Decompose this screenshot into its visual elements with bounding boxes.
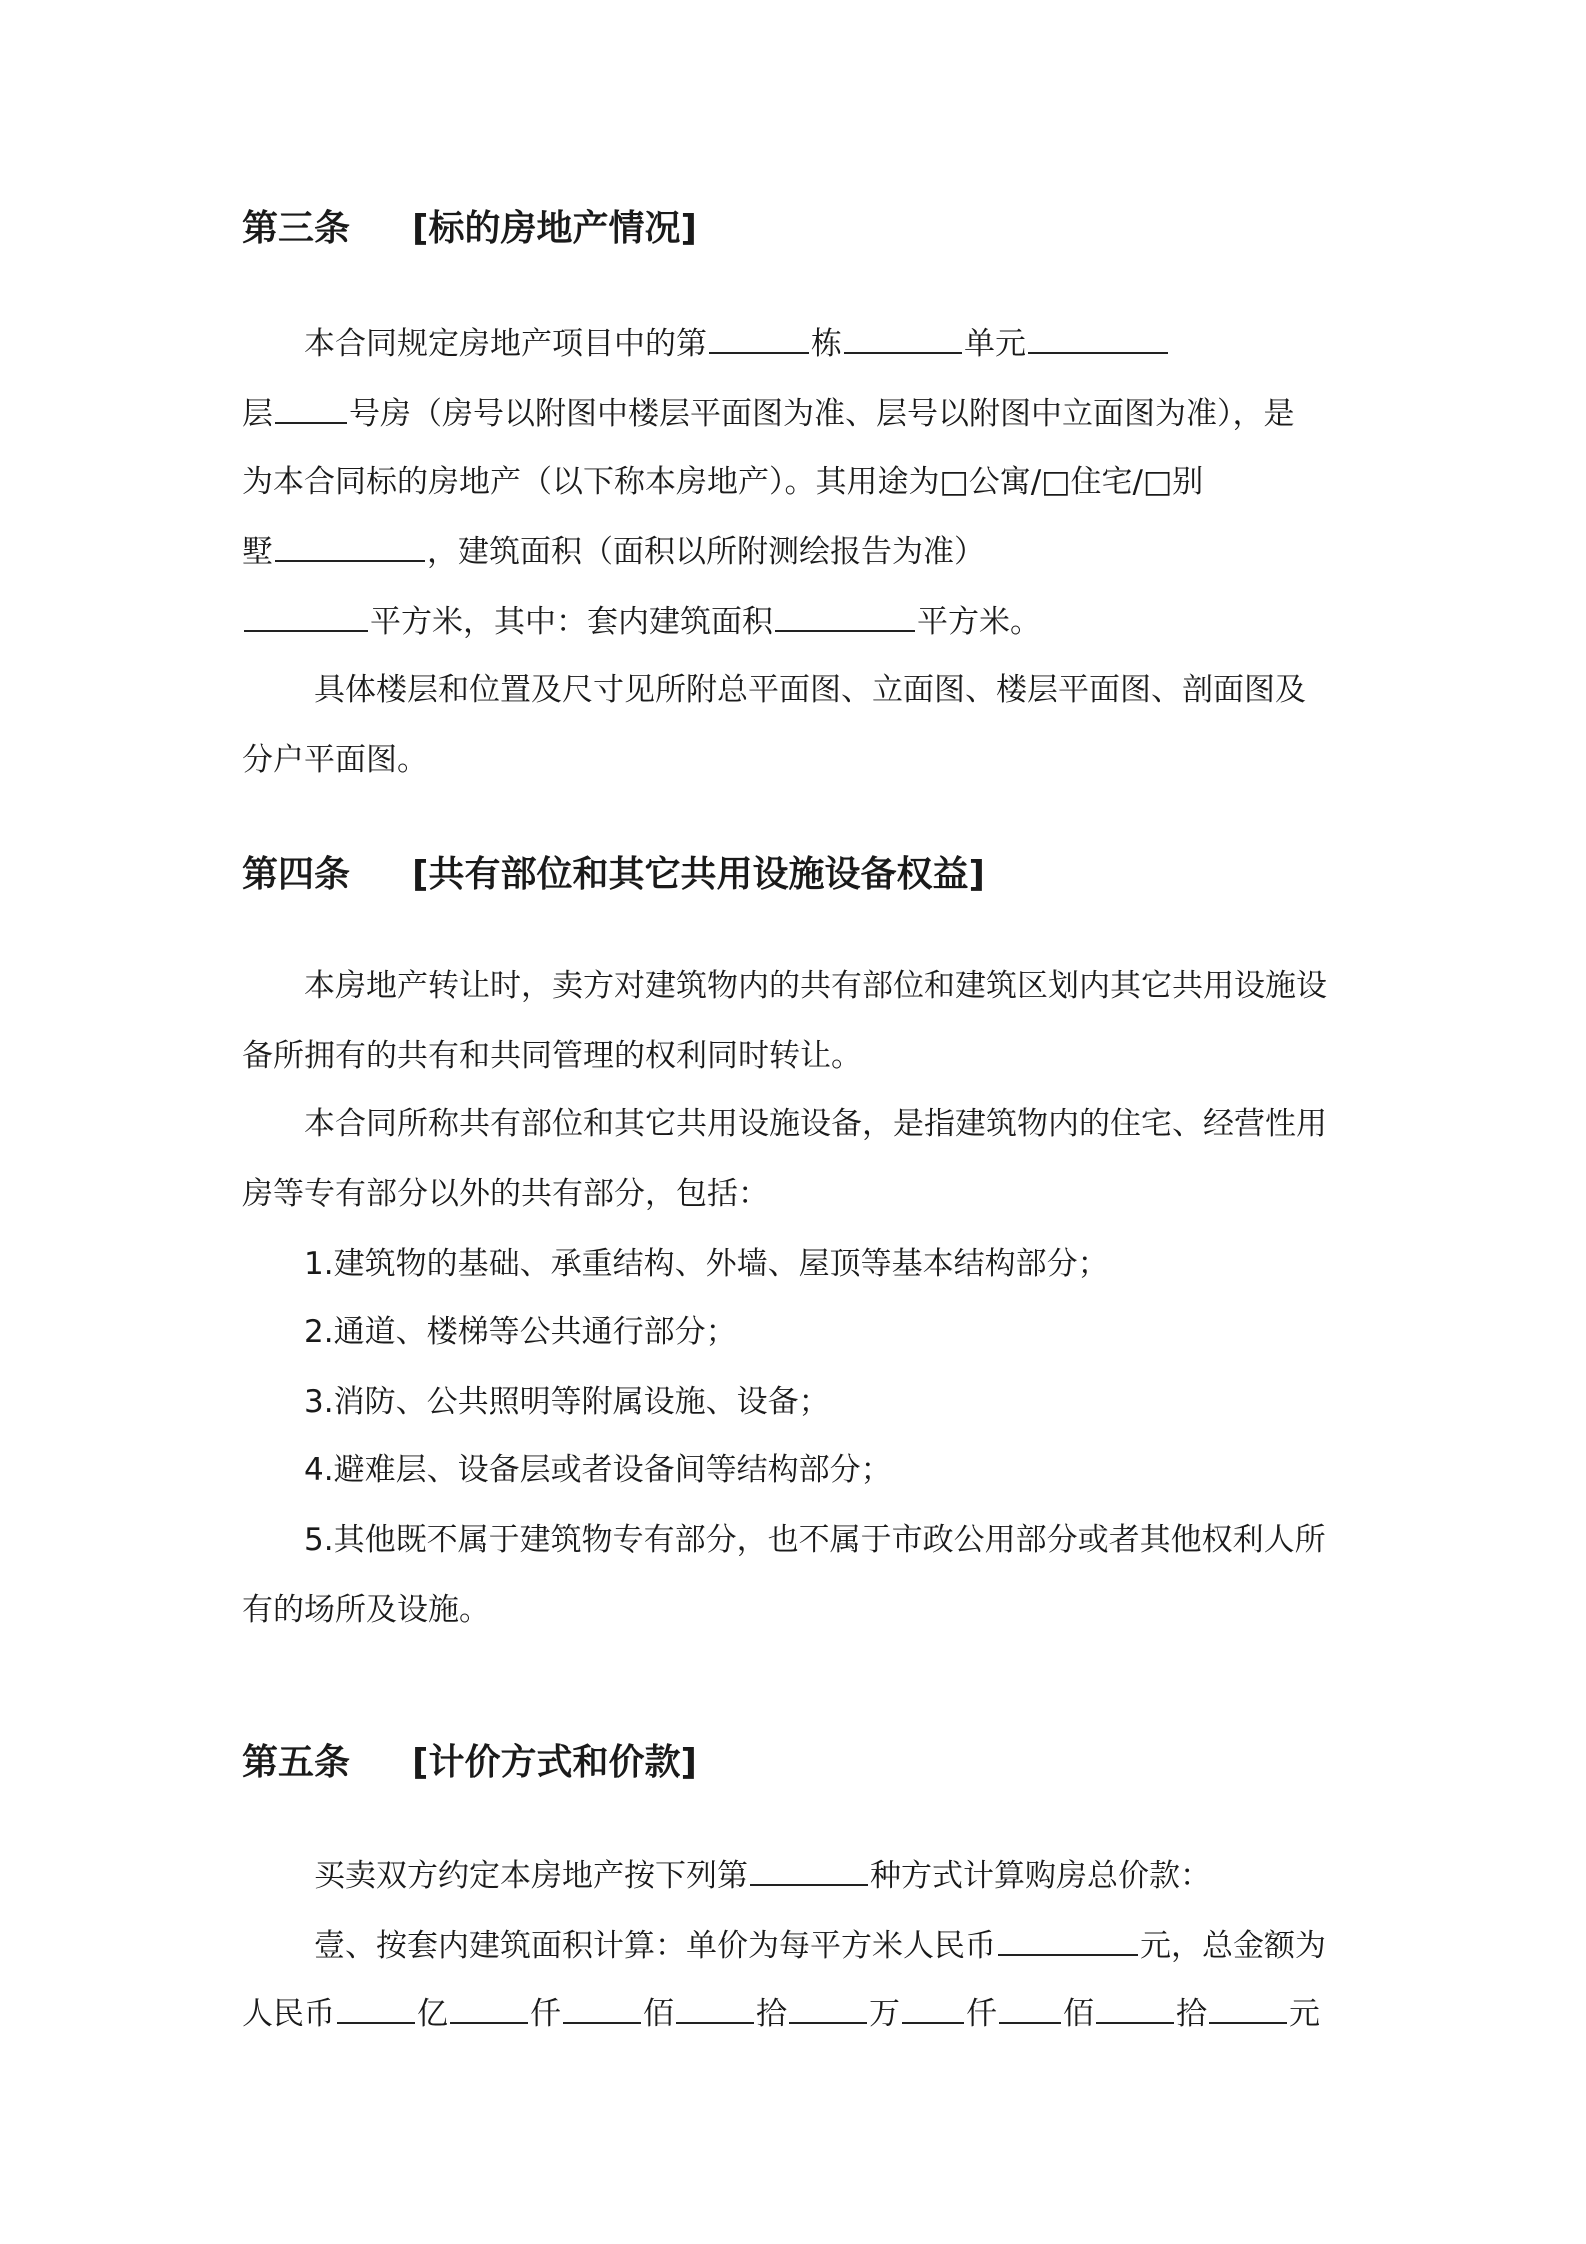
list-item: 5.其他既不属于建筑物专有部分，也不属于市政公用部分或者其他权利人所 (304, 1522, 1326, 1558)
paragraph-line: 有的场所及设施。 (242, 1592, 490, 1628)
article-title: [计价方式和价款] (412, 1742, 697, 1783)
paragraph-line: 壹、按套内建筑面积计算：单价为每平方米人民币 元，总金额为 (314, 1928, 1326, 1964)
blank-unit[interactable] (844, 326, 962, 354)
amount-line: 人民币 亿 仟 佰 拾 万 仟 佰 拾 元 (242, 1996, 1320, 2032)
paragraph-line: 分户平面图。 (242, 742, 428, 778)
article-5-heading (242, 1734, 697, 1785)
paragraph-line: 房等专有部分以外的共有部分，包括： (242, 1176, 769, 1212)
blank-room[interactable] (275, 396, 347, 424)
blank-amount[interactable] (563, 1996, 641, 2024)
blank-building[interactable] (709, 326, 809, 354)
blank-amount[interactable] (902, 1996, 964, 2024)
blank-amount[interactable] (676, 1996, 754, 2024)
blank-building-area[interactable] (244, 604, 368, 632)
article-3-heading (242, 200, 697, 251)
article-4-heading (242, 846, 985, 897)
article-number: 第四条 (242, 854, 351, 895)
list-item: 2.通道、楼梯等公共通行部分； (304, 1314, 737, 1350)
blank-floor[interactable] (1028, 326, 1168, 354)
blank-method[interactable] (750, 1858, 868, 1886)
paragraph-line: 备所拥有的共有和共同管理的权利同时转让。 (242, 1038, 862, 1074)
blank-villa[interactable] (275, 534, 425, 562)
blank-amount[interactable] (1096, 1996, 1174, 2024)
paragraph-line: 本合同规定房地产项目中的第 栋 单元 (304, 324, 1170, 364)
paragraph-line: 墅 ，建筑面积（面积以所附测绘报告为准） (242, 534, 985, 570)
list-item: 3.消防、公共照明等附属设施、设备； (304, 1384, 830, 1420)
blank-amount[interactable] (450, 1996, 528, 2024)
blank-amount[interactable] (337, 1996, 415, 2024)
paragraph-line: 为本合同标的房地产（以下称本房地产）。其用途为□公寓/□住宅/□别 (242, 464, 1204, 500)
article-title: [标的房地产情况] (412, 208, 697, 249)
blank-amount[interactable] (999, 1996, 1061, 2024)
paragraph-line: 具体楼层和位置及尺寸见所附总平面图、立面图、楼层平面图、剖面图及 (314, 672, 1306, 708)
blank-amount[interactable] (1209, 1996, 1287, 2024)
list-item: 4.避难层、设备层或者设备间等结构部分； (304, 1452, 892, 1488)
paragraph-line: 本房地产转让时，卖方对建筑物内的共有部位和建筑区划内其它共用设施设 (304, 968, 1327, 1004)
article-title: [共有部位和其它共用设施设备权益] (412, 854, 985, 895)
article-number: 第五条 (242, 1742, 351, 1783)
paragraph-line: 层 号房（房号以附图中楼层平面图为准、层号以附图中立面图为准），是 (242, 396, 1295, 432)
blank-inner-area[interactable] (775, 604, 915, 632)
blank-unit-price[interactable] (998, 1928, 1138, 1956)
paragraph-line: 买卖双方约定本房地产按下列第 种方式计算购房总价款： (314, 1858, 1211, 1894)
blank-amount[interactable] (789, 1996, 867, 2024)
article-number: 第三条 (242, 208, 351, 249)
paragraph-line: 本合同所称共有部位和其它共用设施设备，是指建筑物内的住宅、经营性用 (304, 1106, 1327, 1142)
paragraph-line: 平方米，其中：套内建筑面积 平方米。 (242, 602, 1041, 642)
list-item: 1.建筑物的基础、承重结构、外墙、屋顶等基本结构部分； (304, 1246, 1109, 1282)
